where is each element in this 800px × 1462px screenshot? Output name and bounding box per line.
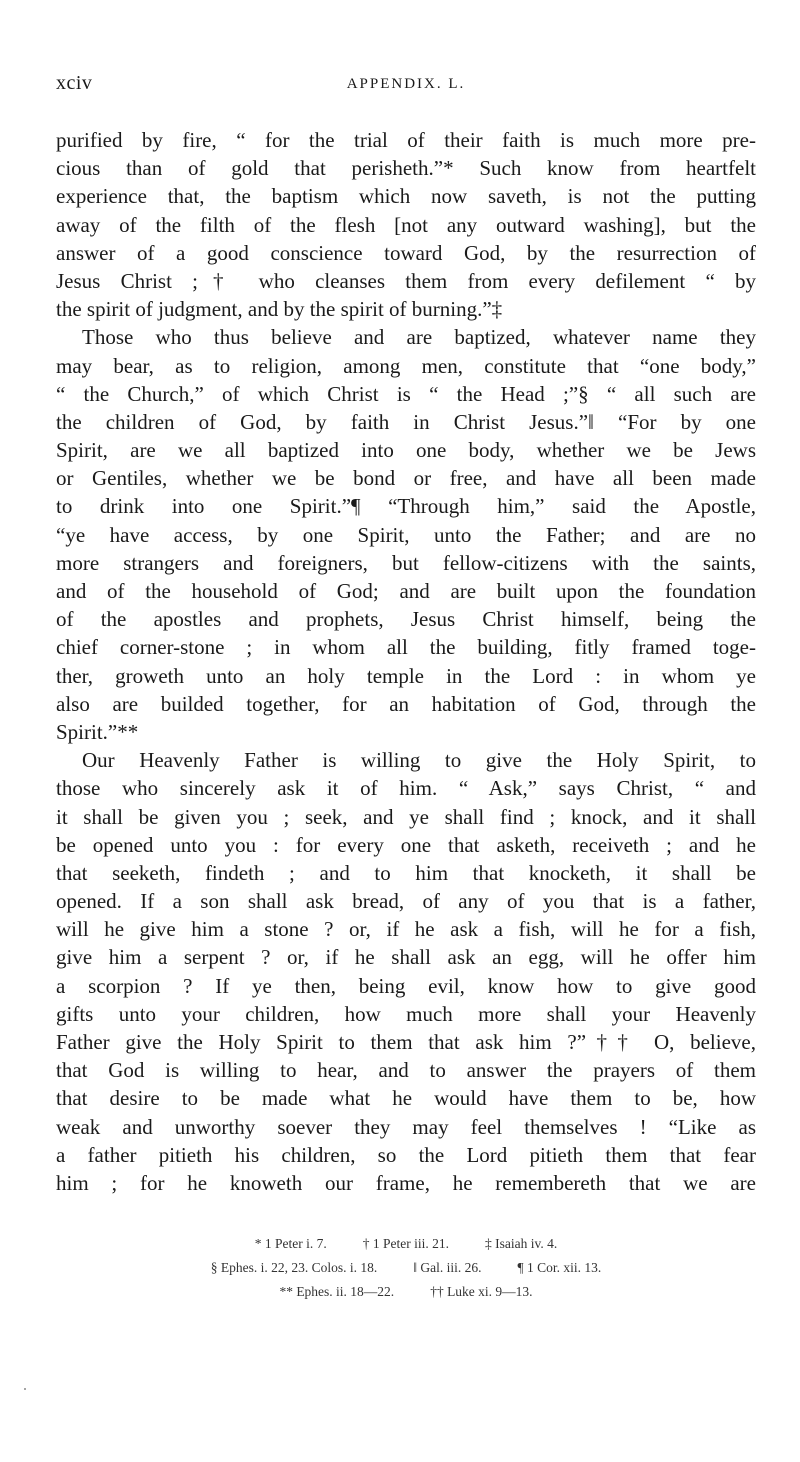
body-text (56, 126, 756, 1197)
text-line: the children of God, by faith in Christ Jesus.”‖ “For by one (56, 409, 756, 434)
footnotes (56, 1232, 756, 1304)
text-line: Spirit.”** (56, 719, 139, 744)
text-line: experience that, the baptism which now saveth, is not the putting (56, 184, 756, 209)
page-speck (24, 1388, 26, 1390)
text-line: cious than of gold that perisheth.”* Such know from heartfelt (56, 156, 756, 181)
text-line: may bear, as to religion, among men, constitute that “one body,” (56, 353, 756, 378)
footnote-row (56, 1232, 756, 1256)
text-line: give him a serpent ? or, if he shall ask an egg, will he offer him (56, 945, 756, 970)
text-line: that seeketh, findeth ; and to him that knocketh, it shall be (56, 860, 756, 885)
text-line: it shall be given you ; seek, and ye shall find ; knock, and it shall (56, 804, 756, 829)
text-line: will he give him a stone ? or, if he ask a fish, will he for a fish, (56, 917, 756, 942)
footnote: * 1 Peter i. 7. (254, 1236, 327, 1251)
text-line: “ye have access, by one Spirit, unto the Father; and are no (56, 522, 756, 547)
running-head (56, 70, 756, 100)
footnote-row (56, 1256, 756, 1280)
text-line: chief corner-stone ; in whom all the building, fitly framed toge- (56, 635, 756, 660)
text-line: or Gentiles, whether we be bond or free, and have all been made (56, 466, 756, 491)
footnote: ** Ephes. ii. 18—22. (279, 1284, 395, 1299)
footnote: †† Luke xi. 9—13. (430, 1284, 533, 1299)
text-line: to drink into one Spirit.”¶ “Through him,” said the Apostle, (56, 494, 756, 519)
text-line: also are builded together, for an habitation of God, through the (56, 691, 756, 716)
text-line: that desire to be made what he would have them to be, how (56, 1086, 756, 1111)
footnote: ¶ 1 Cor. xii. 13. (517, 1260, 602, 1275)
text-line: purified by fire, “ for the trial of their faith is much more pre- (56, 128, 756, 152)
text-line: weak and unworthy soever they may feel themselves ! “Like as (56, 1114, 756, 1139)
text-line: those who sincerely ask it of him. “ Ask,” says Christ, “ and (56, 776, 756, 801)
running-title: APPENDIX. L. (346, 76, 466, 92)
text-line: be opened unto you : for every one that asketh, receiveth ; and he (56, 832, 756, 857)
footnote: ‖ Gal. iii. 26. (413, 1260, 482, 1275)
text-line: away of the filth of the flesh [not any outward washing], but the (56, 212, 756, 237)
footnote-row (56, 1280, 756, 1304)
text-line: opened. If a son shall ask bread, of any of you that is a father, (56, 889, 756, 914)
footnote: ‡ Isaiah iv. 4. (485, 1236, 558, 1251)
text-line: answer of a good conscience toward God, by the resurrection of (56, 240, 756, 265)
text-line: “ the Church,” of which Christ is “ the Head ;”§ “ all such are (56, 381, 756, 406)
text-line: and of the household of God; and are built upon the foundation (56, 579, 756, 603)
text-line: of the apostles and prophets, Jesus Christ himself, being the (56, 607, 756, 632)
text-line: him ; for he knoweth our frame, he remembereth that we are (56, 1170, 756, 1195)
text-line: Our Heavenly Father is willing to give the Holy Spirit, to (82, 748, 756, 773)
page (56, 70, 756, 1197)
text-line: ther, groweth unto an holy temple in the Lord : in whom ye (56, 663, 756, 688)
text-line: more strangers and foreigners, but fellow-citizens with the saints, (56, 550, 756, 575)
footnote: § Ephes. i. 22, 23. Colos. i. 18. (210, 1260, 378, 1275)
text-line: the spirit of judgment, and by the spirit of burning.”‡ (56, 297, 503, 322)
text-line: Those who thus believe and are baptized, whatever name they (82, 325, 756, 350)
text-line: a scorpion ? If ye then, being evil, know how to give good (56, 973, 756, 998)
page-number: xciv (56, 72, 93, 94)
text-line: that God is willing to hear, and to answer the prayers of them (56, 1058, 756, 1083)
text-line: Spirit, are we all baptized into one body, whether we be Jews (56, 438, 756, 463)
footnote: † 1 Peter iii. 21. (362, 1236, 449, 1251)
text-line: a father pitieth his children, so the Lord pitieth them that fear (56, 1142, 756, 1167)
text-line: gifts unto your children, how much more shall your Heavenly (56, 1001, 756, 1026)
text-line: Father give the Holy Spirit to them that ask him ?”†† O, believe, (56, 1030, 756, 1054)
text-line: Jesus Christ ;† who cleanses them from every defilement “ by (56, 268, 756, 293)
